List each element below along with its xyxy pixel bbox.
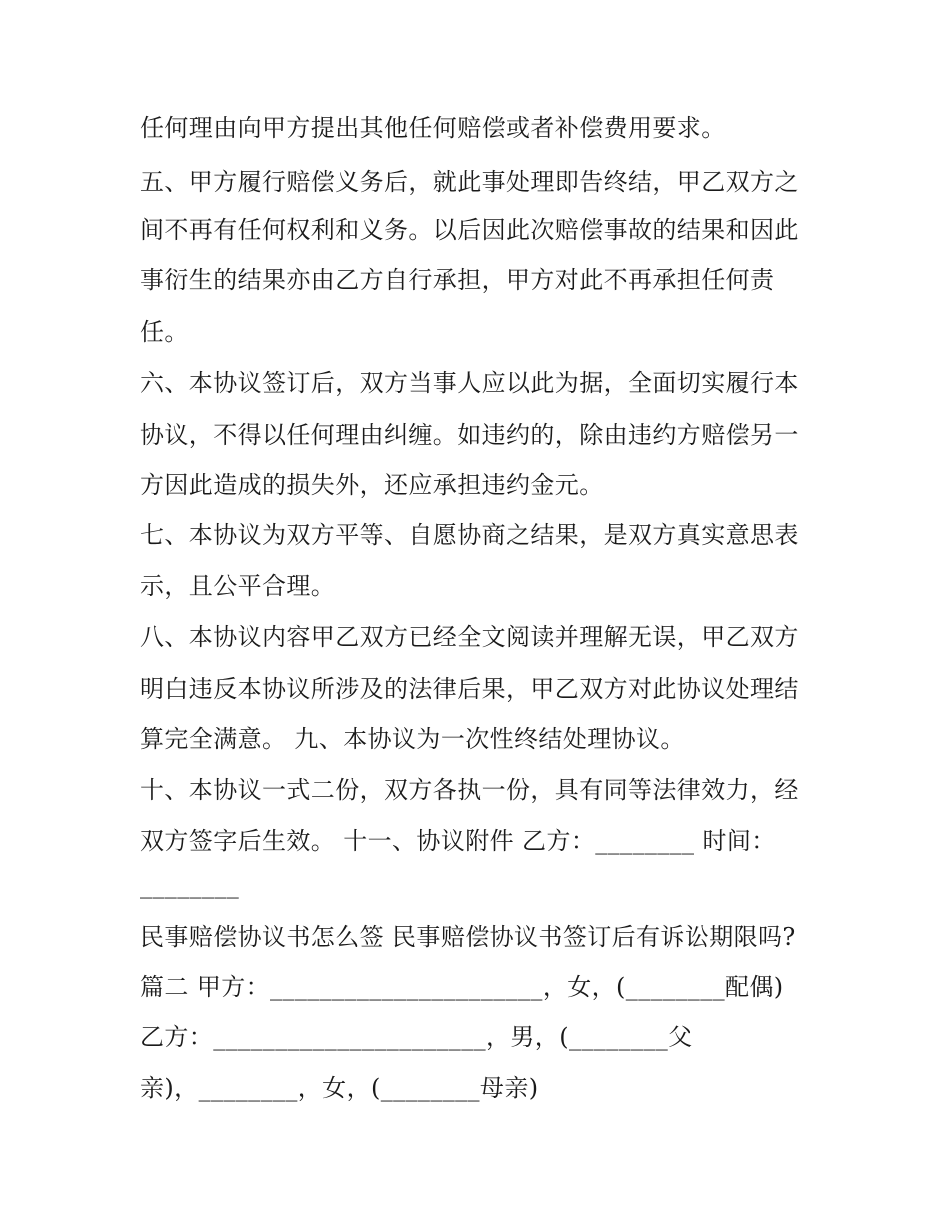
text-line: 算完全满意。 九、本协议为一次性终结处理协议。 — [140, 725, 685, 753]
text-line: 双方签字后生效。 十一、协议附件 乙方：________ 时间： — [140, 827, 776, 855]
text-line: 任。 — [140, 318, 189, 346]
text-line: 方因此造成的损失外，还应承担违约金元。 — [140, 471, 604, 499]
text-line: 七、本协议为双方平等、自愿协商之结果，是双方真实意思表 — [140, 521, 799, 549]
text-line: 五、甲方履行赔偿义务后，就此事处理即告终结，甲乙双方之 — [140, 168, 799, 196]
text-line: 十、本协议一式二份，双方各执一份，具有同等法律效力，经 — [140, 776, 799, 804]
text-line: 任何理由向甲方提出其他任何赔偿或者补偿费用要求。 — [140, 114, 726, 142]
text-line: 民事赔偿协议书怎么签 民事赔偿协议书签订后有诉讼期限吗? — [140, 923, 796, 951]
text-line: 八、本协议内容甲乙双方已经全文阅读并理解无误，甲乙双方 — [140, 623, 799, 651]
text-line: 明白违反本协议所涉及的法律后果，甲乙双方对此协议处理结 — [140, 675, 799, 703]
text-line: 六、本协议签订后，双方当事人应以此为据，全面切实履行本 — [140, 369, 799, 397]
text-line: 篇二 甲方：______________________，女，(________配偶) — [140, 973, 784, 1001]
text-line: 协议，不得以任何理由纠缠。如违约的，除由违约方赔偿另一 — [140, 421, 799, 449]
text-line: ________ — [140, 871, 240, 899]
text-line: 亲)，________，女，(________母亲) — [140, 1074, 539, 1102]
text-line: 间不再有任何权利和义务。以后因此次赔偿事故的结果和因此 — [140, 216, 799, 244]
text-line: 事衍生的结果亦由乙方自行承担，甲方对此不再承担任何责 — [140, 266, 775, 294]
text-line: 示，且公平合理。 — [140, 572, 336, 600]
text-line: 乙方：______________________，男，(________父 — [140, 1023, 693, 1051]
